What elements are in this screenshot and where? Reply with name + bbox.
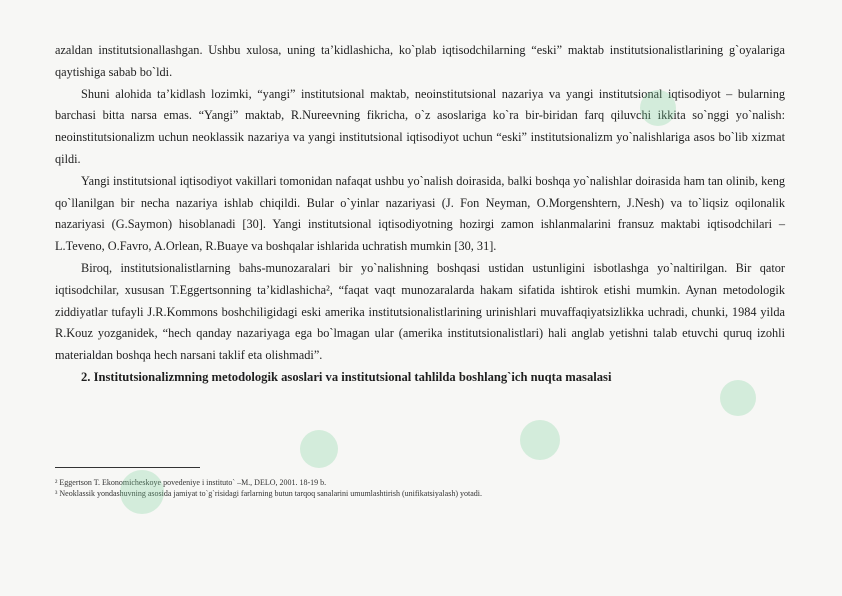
footnote-3: ³ Neoklassik yondashuvning asosida jamiyat to`g`risidagi farlarning butun tarqoq sanalarini umumlashtirish (unifikatsiyalash) yotadi. (55, 489, 482, 498)
paragraph-1: azaldan institutsionallashgan. Ushbu xulosa, uning ta’kidlashicha, ko`plab iqtisodchilarning “eski” maktab institutsionalistlarining g`oyalariga qaytishiga sabab bo`ldi. (55, 43, 785, 79)
paragraph-4: Biroq, institutsionalistlarning bahs-munozaralari bir yo`nalishning boshqasi ustidan ustunligini isbotlashga yo`naltirilgan. Bir qator iqtisodchilar, xususan T.Eggertsonning ta’kidlashicha², “faqat vaqt munozaralarda hakam sifatida ishtirok etishi mumkin. Aynan metodologik ziddiyatlar tufayli J.R.Kommons boshchiligidagi eski amerika institutsionalistlarining urinishlari muvaffaqiyatsizlikka uchradi, chunki, 1984 yilda R.Kouz yozganidek, “hech qanday nazariyaga ega bo`lmagan ular (amerika institutsionalistlari) hali anglab yetishni talab etuvchi quruq izohli materialdan boshqa hech narsani taklif eta olishmadi”. (55, 260, 785, 363)
footnotes (55, 477, 785, 499)
document-body (55, 40, 785, 389)
paragraph-2: Shuni alohida ta’kidlash lozimki, “yangi” institutsional maktab, neoinstitutsional nazariya va yangi institutsional iqtisodiyot – bularning barchasi bitta narsa emas. “Yangi” maktab, R.Nureevning fikricha, o`z asoslariga ko`ra bir-biridan farq qiluvchi ikkita so`nggi yo`nalish: neoinstitutsionalizm uchun neoklassik nazariya va yangi institutsional iqtisodiyot uchun “eski” institutsionalizm yo`nalishlariga asos bo`lib xizmat qildi. (55, 86, 785, 166)
paragraph-3: Yangi institutsional iqtisodiyot vakillari tomonidan nafaqat ushbu yo`nalish doirasida, balki boshqa yo`nalishlar doirasida ham tan olinib, keng qo`llanilgan bir necha nazariya ishlab chiqildi. Bular o`yinlar nazariyasi (J. Fon Neyman, O.Morgenshtern, J.Nesh) va to`liqsiz oqilonalik nazariyasi (G.Saymon) hisoblanadi [30]. Yangi institutsional iqtisodiyotning hozirgi zamon ishlanmalarini fransuz maktabi iqtisodchilari – L.Teveno, O.Favro, A.Orlean, R.Buaye va boshqalar ishlarida uchratish mumkin [30, 31]. (55, 173, 785, 254)
section-heading: 2. Institutsionalizmning metodologik asoslari va institutsional tahlilda boshlang`ich nuqta masalasi (81, 369, 612, 384)
footnote-2: ² Eggertson T. Ekonomicheskoye povedeniye i instituto` –M., DELO, 2001. 18-19 b. (55, 478, 327, 487)
footnote-divider (55, 467, 200, 468)
